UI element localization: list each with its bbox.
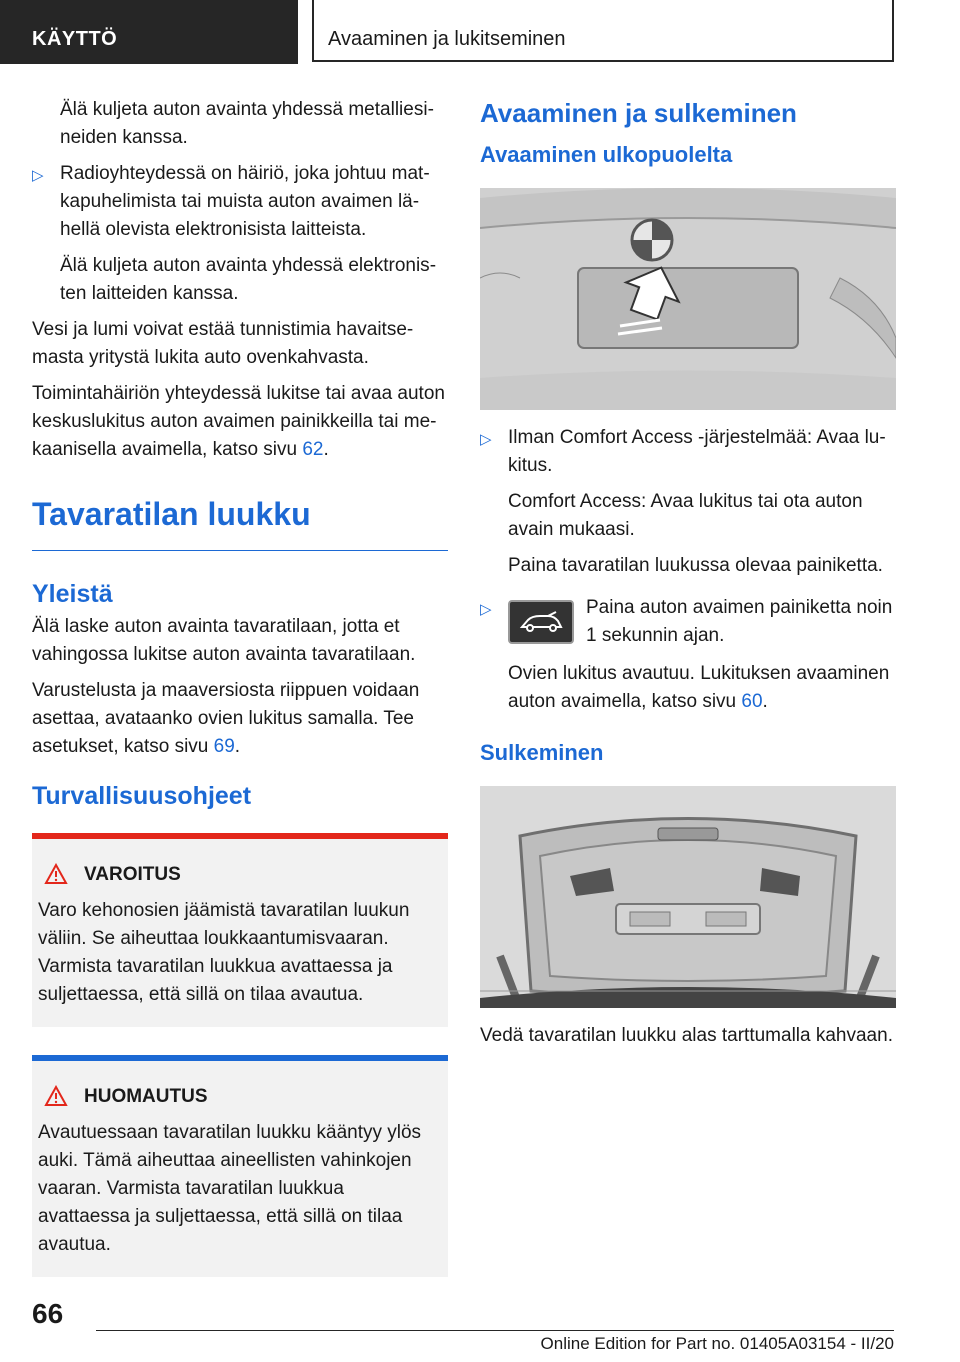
- bullet-key-button: [480, 594, 896, 716]
- warning-title-text: VAROITUS: [84, 864, 181, 885]
- bullet-triangle-icon: ▷: [480, 601, 492, 618]
- header-section-label: KÄYTTÖ: [32, 28, 118, 50]
- fault-paragraph: [32, 380, 448, 464]
- footer-divider: [96, 1330, 894, 1331]
- bullet-text: Paina auton avaimen painiketta noin 1 sekunnin ajan.: [586, 597, 893, 646]
- bullet-subtext: Älä kuljeta auton avainta yhdessä elektronisten laitteiden kanssa.: [60, 255, 437, 304]
- equipment-paragraph: [32, 677, 448, 761]
- footer-edition: Online Edition for Part no. 01405A03154 - II/20: [540, 1334, 894, 1353]
- continued-paragraph: Älä kuljeta auton avainta yhdessä metalliesineiden kanssa.: [60, 99, 434, 148]
- key-trunk-button-icon: [508, 600, 574, 644]
- trunk-exterior-drawing: [480, 188, 896, 410]
- heading-safety: Turvallisuusohjeet: [32, 782, 252, 810]
- trunk-exterior-illustration: [480, 188, 896, 410]
- right-column: [480, 96, 896, 1058]
- bullet-subtext: [508, 660, 896, 716]
- notice-box: [32, 1055, 448, 1277]
- equipment-text-end: .: [234, 736, 241, 757]
- bullet-subtext: Comfort Access: Avaa lukitus tai ota auton avain mukaasi.: [508, 491, 863, 540]
- unlock-text: Ovien lukitus avautuu. Lukituksen avaaminen auton avaimella, katso sivu: [508, 663, 890, 712]
- heading-open-outside: Avaaminen ulkopuolelta: [480, 142, 733, 167]
- page-link-60[interactable]: 60: [741, 691, 763, 712]
- key-instruction-row: [508, 594, 896, 650]
- notice-text: Avautuessaan tavaratilan luukku kääntyy ylös auki. Tämä aiheuttaa aineellisten vahinkojen vaaran. Varmista tavaratilan luukkua avattaessa ja suljettaessa, että sillä on tilaa avautua.: [38, 1122, 422, 1255]
- page-number: 66: [32, 1298, 64, 1329]
- equipment-text: Varustelusta ja maaversiosta riippuen voidaan asettaa, avataanko ovien lukitus samalla. Tee asetukset, katso sivu: [32, 680, 420, 757]
- warning-triangle-icon: [44, 1085, 68, 1107]
- warning-triangle-icon: [44, 863, 68, 885]
- fault-text-end: .: [323, 439, 329, 460]
- general-paragraph: Älä laske auton avainta tavaratilaan, jotta et vahingossa lukitse auton avainta tavaratilaan.: [32, 616, 416, 665]
- page-link-69[interactable]: 69: [213, 736, 235, 757]
- bullet-radio-interference: [32, 160, 448, 308]
- left-column: [32, 96, 448, 1277]
- notice-title: [38, 1083, 438, 1111]
- heading-closing: Sulkeminen: [480, 740, 604, 765]
- bullet-without-comfort-access: [480, 424, 896, 580]
- warning-box: [32, 833, 448, 1027]
- heading-open-close: Avaaminen ja sulkeminen: [480, 98, 797, 128]
- snow-paragraph: Vesi ja lumi voivat estää tunnistimia havaitsemasta yritystä lukita auto ovenkahvasta.: [32, 319, 414, 368]
- notice-title-text: HUOMAUTUS: [84, 1086, 208, 1107]
- header-chapter-tab: [312, 0, 894, 62]
- bullet-triangle-icon: ▷: [32, 167, 44, 184]
- heading-general: Yleistä: [32, 580, 113, 608]
- closing-paragraph: Vedä tavaratilan luukku alas tarttumalla kahvaan.: [480, 1025, 893, 1046]
- fault-text: Toimintahäiriön yhteydessä lukitse tai avaa auton keskuslukitus auton avaimen painikkeilla tai mekaanisella avaimella, katso sivu: [32, 383, 445, 460]
- bullet-text: Ilman Comfort Access -järjestelmää: Avaa lukitus.: [508, 427, 886, 476]
- heading-tailgate: Tavaratilan luukku: [32, 492, 448, 551]
- trunk-interior-illustration: [480, 786, 896, 1008]
- bullet-text: Radioyhteydessä on häiriö, joka johtuu matkapuhelimista tai muista auton avaimen lähellä olevista elektronisista laitteista.: [60, 163, 430, 240]
- header-chapter-label: Avaaminen ja lukitseminen: [328, 28, 566, 50]
- header-section-tab: [0, 0, 298, 64]
- page-link-62[interactable]: 62: [302, 439, 324, 460]
- bullet-triangle-icon: ▷: [480, 431, 492, 448]
- trunk-interior-drawing: [480, 786, 896, 1008]
- warning-text: Varo kehonosien jäämistä tavaratilan luukun väliin. Se aiheuttaa loukkaantumisvaaran. Varmista tavaratilan luukkua avattaessa ja suljettaessa, että sillä on tilaa avautua.: [38, 900, 410, 1005]
- warning-title: [38, 861, 438, 889]
- unlock-text-end: .: [762, 691, 768, 712]
- bullet-subtext: Paina tavaratilan luukussa olevaa painiketta.: [508, 555, 883, 576]
